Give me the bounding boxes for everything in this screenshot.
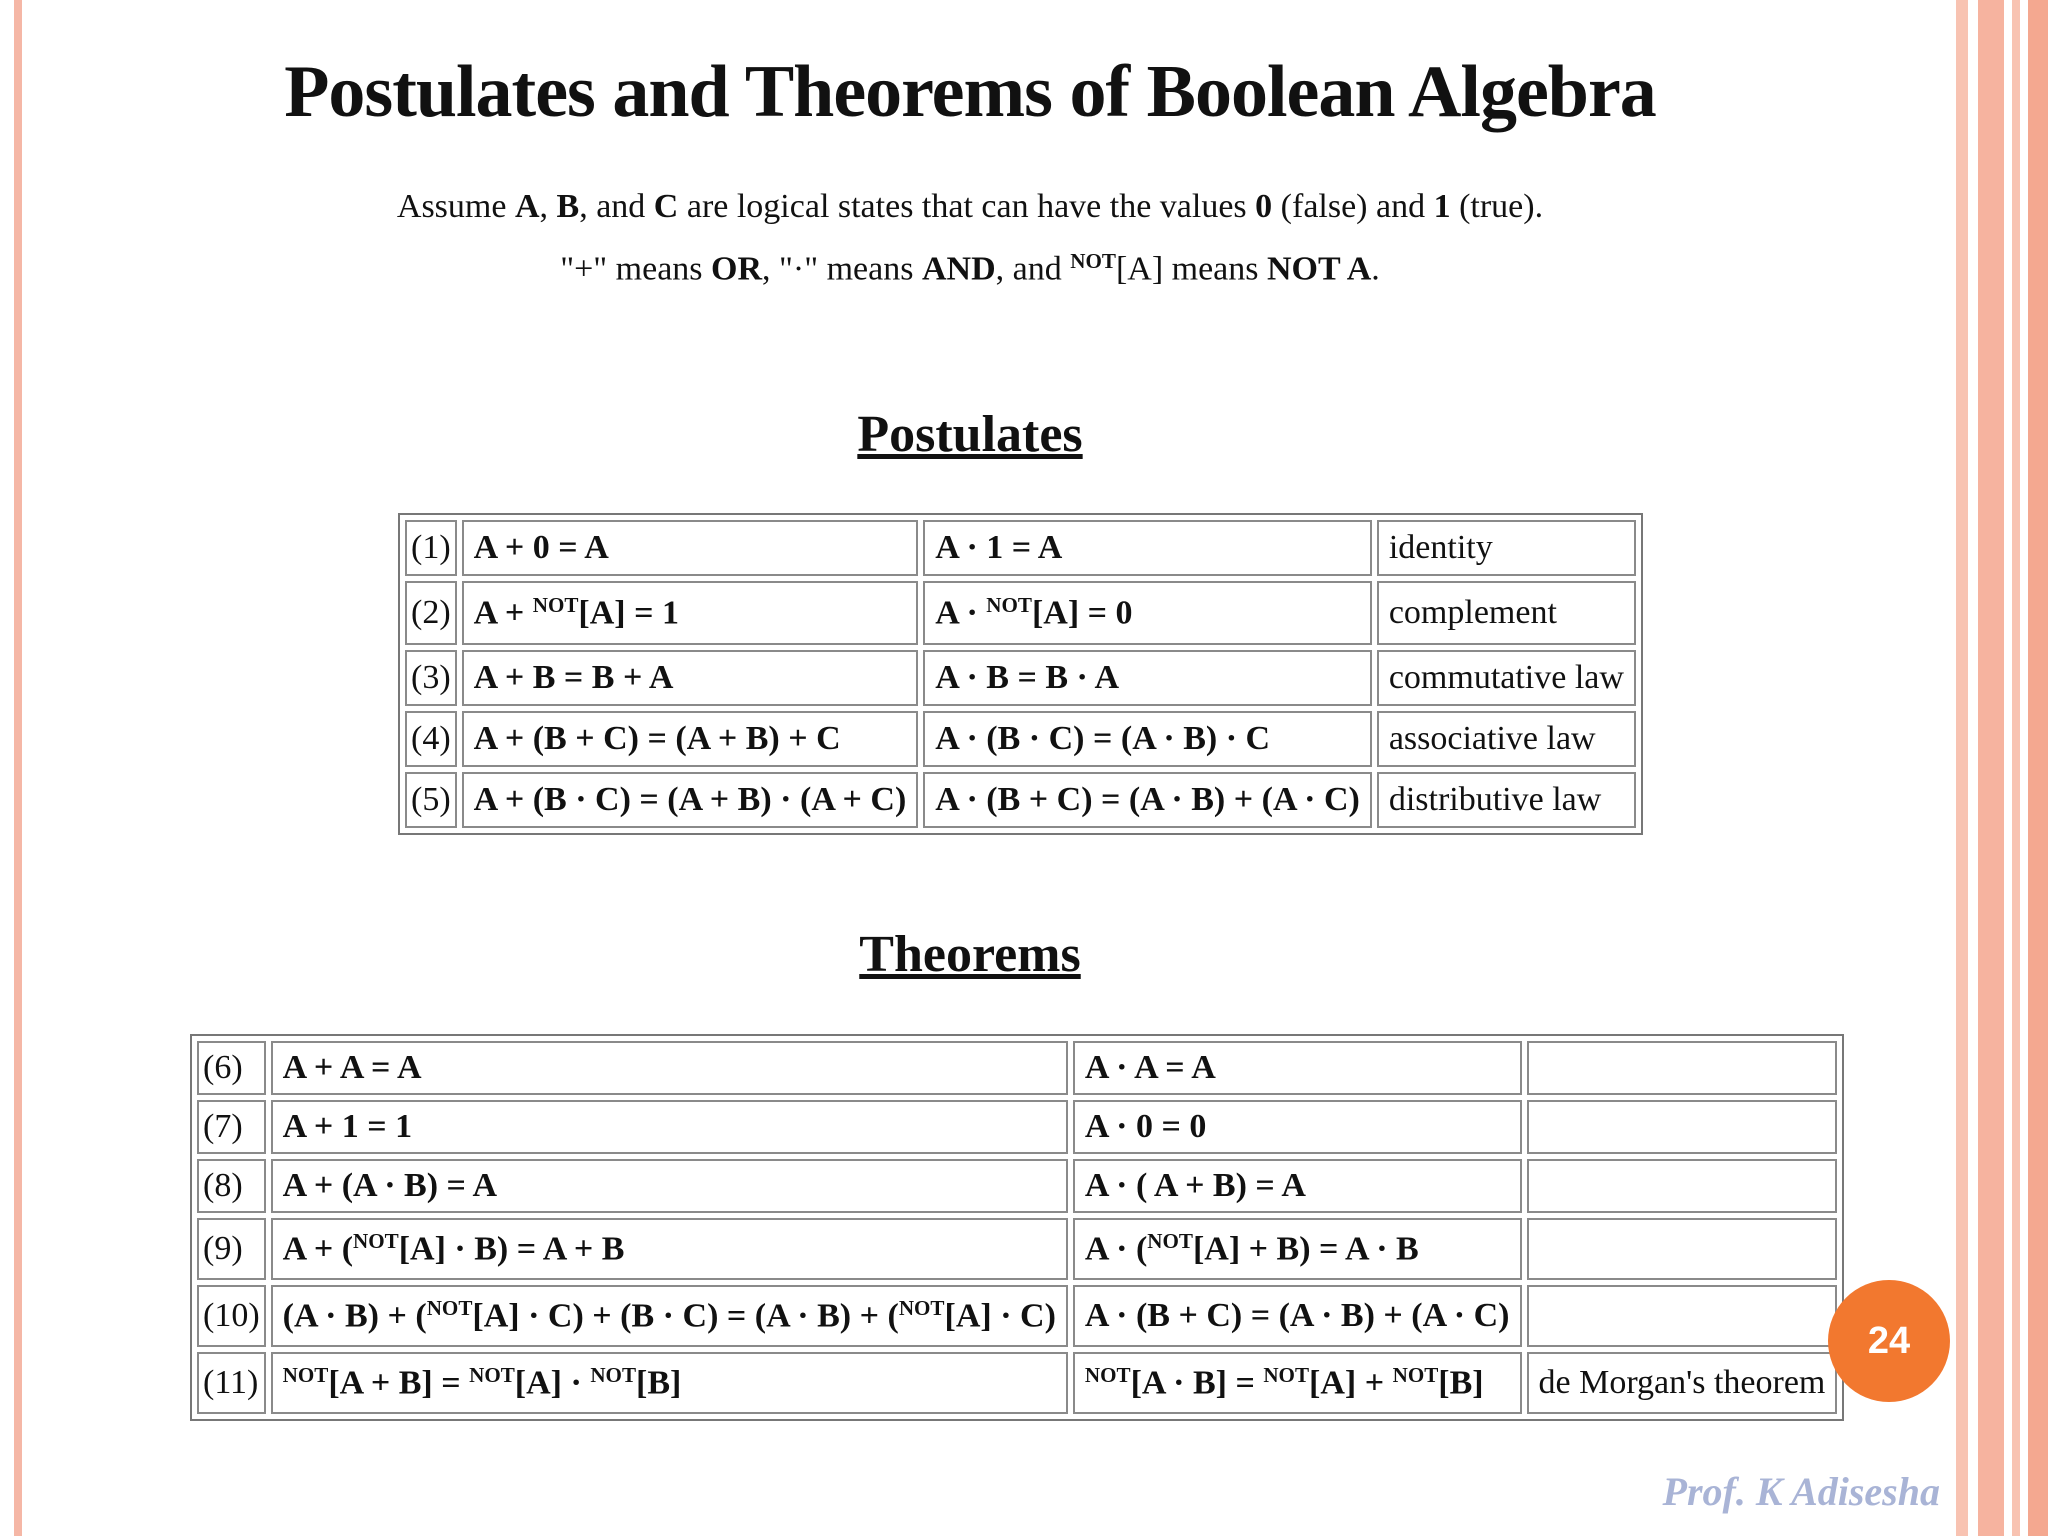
- table-row: [405, 711, 1636, 767]
- and-form: $^{NOT}$[A · B] = $^{NOT}$[A] + $^{NOT}$[B]: [1073, 1352, 1522, 1414]
- law-number: (5): [405, 772, 457, 828]
- table-row: [197, 1218, 1837, 1280]
- law-number: (6): [197, 1041, 266, 1095]
- table-row: [197, 1159, 1837, 1213]
- table-row: [405, 581, 1636, 645]
- and-form: A · 1 = A: [923, 520, 1372, 576]
- table-row: [197, 1285, 1837, 1347]
- and-form: A · (B · C) = (A · B) · C: [923, 711, 1372, 767]
- postulates-table: [398, 513, 1643, 835]
- and-form: A · A = A: [1073, 1041, 1522, 1095]
- postulates-heading: Postulates: [857, 406, 1083, 463]
- intro-line-2: "+" means OR, "·" means AND, and $^{NOT}$[A] means NOT A.: [560, 249, 1380, 288]
- law-name: [1527, 1218, 1838, 1280]
- and-form: A · (B + C) = (A · B) + (A · C): [1073, 1285, 1522, 1347]
- or-form: A + B = B + A: [462, 650, 919, 706]
- and-form: A · $^{NOT}$[A] = 0: [923, 581, 1372, 645]
- or-form: A + 1 = 1: [271, 1100, 1068, 1154]
- and-form: A · ($^{NOT}$[A] + B) = A · B: [1073, 1218, 1522, 1280]
- intro-text: [0, 180, 1940, 297]
- right-border-stripe: [2012, 0, 2020, 1536]
- or-form: A + ($^{NOT}$[A] · B) = A + B: [271, 1218, 1068, 1280]
- and-form: A · (B + C) = (A · B) + (A · C): [923, 772, 1372, 828]
- or-form: A + 0 = A: [462, 520, 919, 576]
- or-form: A + $^{NOT}$[A] = 1: [462, 581, 919, 645]
- or-form: A + A = A: [271, 1041, 1068, 1095]
- table-row: [197, 1352, 1837, 1414]
- right-border-stripe: [1978, 0, 2004, 1536]
- and-form: A · B = B · A: [923, 650, 1372, 706]
- law-number: (9): [197, 1218, 266, 1280]
- or-form: $^{NOT}$[A + B] = $^{NOT}$[A] · $^{NOT}$[B]: [271, 1352, 1068, 1414]
- page-number-badge: 24: [1828, 1280, 1950, 1402]
- table-row: [197, 1041, 1837, 1095]
- table-row: [405, 650, 1636, 706]
- law-name: [1527, 1100, 1838, 1154]
- or-form: A + (B + C) = (A + B) + C: [462, 711, 919, 767]
- theorems-table: [190, 1034, 1844, 1421]
- law-number: (10): [197, 1285, 266, 1347]
- law-number: (2): [405, 581, 457, 645]
- law-name: [1527, 1041, 1838, 1095]
- intro-line-1: Assume A, B, and C are logical states that can have the values 0 (false) and 1 (true).: [396, 188, 1544, 225]
- law-name: de Morgan's theorem: [1527, 1352, 1838, 1414]
- law-name: [1527, 1285, 1838, 1347]
- law-name: identity: [1377, 520, 1636, 576]
- law-name: associative law: [1377, 711, 1636, 767]
- slide-title: Postulates and Theorems of Boolean Algebra: [284, 51, 1656, 133]
- law-number: (4): [405, 711, 457, 767]
- right-border-stripe: [2028, 0, 2048, 1536]
- law-name: complement: [1377, 581, 1636, 645]
- law-number: (11): [197, 1352, 266, 1414]
- law-number: (7): [197, 1100, 266, 1154]
- author-footer: Prof. K Adisesha: [1662, 1469, 1940, 1514]
- law-number: (8): [197, 1159, 266, 1213]
- law-name: distributive law: [1377, 772, 1636, 828]
- or-form: A + (B · C) = (A + B) · (A + C): [462, 772, 919, 828]
- theorems-heading: Theorems: [859, 926, 1081, 983]
- table-row: [405, 772, 1636, 828]
- or-form: A + (A · B) = A: [271, 1159, 1068, 1213]
- table-row: [405, 520, 1636, 576]
- or-form: (A · B) + ($^{NOT}$[A] · C) + (B · C) = (A · B) + ($^{NOT}$[A] · C): [271, 1285, 1068, 1347]
- and-form: A · ( A + B) = A: [1073, 1159, 1522, 1213]
- law-number: (3): [405, 650, 457, 706]
- right-border-stripe: [1956, 0, 1968, 1536]
- law-name: [1527, 1159, 1838, 1213]
- law-number: (1): [405, 520, 457, 576]
- table-row: [197, 1100, 1837, 1154]
- and-form: A · 0 = 0: [1073, 1100, 1522, 1154]
- law-name: commutative law: [1377, 650, 1636, 706]
